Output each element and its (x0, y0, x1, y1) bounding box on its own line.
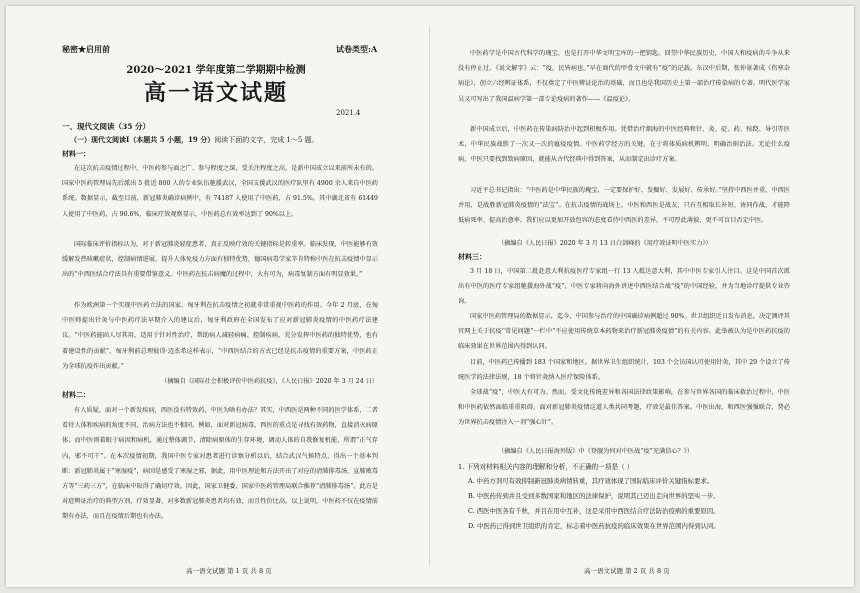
exam-sheet (6, 6, 854, 587)
material-2-paragraph-4: 习近平总书记指出：“中医药是中华民族的瑰宝，一定要保护好、发掘好、发展好、传承好。”坚持中西医并重，中西医并用，是战胜新冠肺炎疫情的“法宝”。在抗击疫情的战场上，中医和西医是战友，只有互相取长补短、协同作战，才能降低病死率、提高治愈率。我们应以更加开放包容的态度看待中西医的差异，不可厚此薄彼，更不可盲目否定中医。 (458, 187, 790, 225)
material-1-paragraph-2: 国际临床评价指标认为，对于新冠肺炎轻症患者，真正反映疗效的关键指标是转重率。临床发现，中医能够有效缓解发热咳嗽症状，控制病情进展，提升人体免疫力方面有独特优势，德国病毒学家辛肯特称中医在抗击疫情中显示出的“中西医结合疗法具有重要借鉴意义。中医药在抗击病魔的过程中，大有可为，病毒复制方面有明显效果。” (62, 241, 378, 279)
material-2-paragraph-2: 中医药学是中国古代科学的瑰宝，也是打开中华文明宝库的一把钥匙。回望中华民族历史，中国人和疫病的斗争从来没有停止过。《说文解字》云：“疫，民皆病也。”早在商代的甲骨文中就有“疫”的记载。东汉中后期，张仲景著成《伤寒杂病论》，创立六经辨证体系，不仅奠定了中医辨证论治的基础，而且也是我国历史上第一部治疗传染病的专著。明代医学家吴又可写出了我国温病学第一部专论疫病的著作——《温疫论》。 (458, 50, 790, 103)
question-1-option-d: D. 中医药已得到世卫组织的肯定，标志着中医药抗疫的临床效果在世界范围内得到认同。 (468, 522, 720, 530)
material-2-paragraph-3: 新中国成立后，中医药在传染病防治中起到积极作用。凭借治疗烟海的中医经典和针、灸、砭、药、按跷、导引等医术，中华民族战胜了一次又一次的瘟疫疫情。中医药学经方的关键，在于将体质病机辨明，明确治则治法。无论什么疫病，中医只要找到致病原因，就能从古代经典中得到答案，从而制定出诊疗方案。 (458, 126, 790, 164)
page-right (434, 6, 854, 587)
material-3-source: （摘编自《人民日报海外版》中《登舰为何对中医战“疫”充满信心？》） (498, 448, 694, 455)
page-left (6, 6, 426, 587)
question-1-option-a: A. 中药方剂可有效抑制新冠肺炎病情转重，其疗效体现了国际临床评价关键指标要求。 (468, 477, 714, 485)
subsection-heading (70, 135, 319, 145)
material-2-paragraph-1: 有人质疑，面对一个新发疾病，西医没有特效药，中医为啥有办法？其实，中西医是两种不同的医学体系，二者看待人体和疾病的角度不同，治病方法也不相同。例如，面对新冠病毒，西医的重点是寻找有效药物，直接消灭病原体；而中医则着眼于病因和病机，通过整体调节，清除病原体的生存环境，调动人体的自我修复机能，所谓“正气存内，邪不可干”。在本次疫情初期，我国中医专家对患者进行诊察分析以后，结合武汉气候特点，得出一个基本判断：新冠肺炎属于“寒湿疫”，病因是感受了寒湿之邪，据此，用中医理论和方法开出了对应的清肺排毒汤、宣肺败毒方等“三药三方”，在临床中取得了确切疗效。因此，国家卫健委、国家中医药管理局联合推荐“清肺排毒汤”。此方是对症辨证治疗的典型方剂，疗效显著，对多数新冠肺炎患者均有效，而且性价比高。以上说明，中医药不仅在疫情前期有办法，而且在疫情后期也有办法。 (62, 407, 378, 521)
section-heading: 一、现代文阅读（35 分） (62, 122, 151, 131)
footer-page-1: 高一语文试题 第 1 页 共 8 页 (186, 567, 272, 575)
page-title: 高一语文试题 (143, 81, 288, 106)
question-1-option-b: B. 中医药传到并且受到多数国家和地区的法律保护，说明其已迈出走向世界的坚实一步。 (468, 492, 720, 500)
material-2-label: 材料二： (62, 390, 90, 399)
material-1-source: （摘编自《国际社会积极评价中医药抗疫》，《人民日报》2020 年 3 月 24 日） (161, 378, 378, 385)
confidential-label: 秘密★启用前 (62, 44, 110, 54)
question-1: 1. 下列对材料相关内容的理解和分析，不正确的一项是（ ） (458, 463, 634, 471)
exam-type-label: 试卷类型:A (336, 44, 378, 54)
year-title: 2020～2021 学年度第二学期期中检测 (126, 65, 306, 76)
page-divider (429, 26, 430, 566)
material-3-paragraph-3: 目前，中医药已传播到 183 个国家和地区。据世界卫生组织统计，103 个会员国认可使用针灸，其中 29 个设立了传统医学的法律法规，18 个将针灸纳入医疗保险体系。 (458, 359, 790, 382)
material-3-paragraph-4: 全球战“疫”，中医大有可为。然而，受文化传统差异和各国法律政策影响，在参与世界各国的临床救治过程中，中医和中医药依然面临重重阻碍。面对新冠肺炎疫情这道人类共同考题，疗效是最佳答案。中医出海，和西医强强联合，势必为世界抗击疫情注入一剂“强心针”。 (458, 389, 790, 427)
exam-date: 2021.4 (336, 109, 361, 117)
footer-page-2: 高一语文试题 第 2 页 共 8 页 (584, 567, 670, 575)
material-1-label: 材料一： (62, 149, 90, 158)
subsection-instruction: 阅读下面的文字，完成 1～5 题。 (214, 136, 319, 144)
material-1-paragraph-3: 作为欧洲第一个实现中医药立法的国家，匈牙利在抗击疫情之初就非常重视中医药的作用。今年 2 月底，在匈中医师提出针灸与中医药疗法早期介入的建议后，匈牙利政府在全国发布了应对新冠肺炎疫情的中医药疗法建议。“中医药能固人尽其用，适用于针对性治疗，帮助病人减轻病痛、控制疾病，充分发挥中医药的独特优势，也有着建设性的贡献”，匈牙利前总理彼得·迈杰希这样表示，“中西医结合的方式已经是抗击疫情的重要方案，中医药正为全球抗疫作出贡献。” (62, 302, 378, 370)
question-1-option-c: C. 西医中医各有千秋，并且在用中互补，这是采用中西医结合疗法防治疫病的重要原因。 (468, 507, 720, 515)
material-1-paragraph-1: 在这次抗击疫情过程中，中医药参与面之广、参与程度之深、受关注程度之高，是新中国成立以来前所未有的。国家中医药管理局先后派出 5 批近 800 人的专业队伍驰援武汉，全国支援武汉的医疗队里有 4900 余人来自中医药系统。数据显示，截至目前，新冠肺炎确诊病例中，有 74187 人使用了中医药，占 91.5%，其中湖北省有 61449 人使用了中医药，占 90.6%，临床疗效观察显示，中医药总有效率达到了 90%以上。 (62, 165, 378, 218)
material-3-label: 材料三： (458, 252, 486, 261)
subsection-bold: （一）现代文阅读Ⅰ（本题共 5 小题，19 分） (70, 135, 215, 144)
material-2-source: （摘编自《人民日报》2020 年 3 月 13 日白剑峰的《用疗效证明中医实力》） (498, 240, 712, 247)
material-3-paragraph-1: 3 月 18 日，中国第二批赴意大利抗疫医疗专家组一行 13 人抵达意大利，其中中医专家引人注目。这是中国首次派出有中医的医疗专家组驰援海外战“疫”，中医专家将向海外讲述中西医结合战“疫”的中国经验，并为当地诊疗提供专业咨询。 (458, 268, 790, 306)
material-3-paragraph-2: 国家中医药管理局的数据显示，迄今，中国参与治疗的中国确诊病例超过 90%。世卫组织近日发布消息，决定测评其官网上关于抗疫“常见问题”一栏中“不应使用传统草本药物来治疗新冠肺炎疫情”的有关内容。此举被认为是中医药抗疫的临床效果在世界范围内得到认同。 (458, 313, 790, 351)
